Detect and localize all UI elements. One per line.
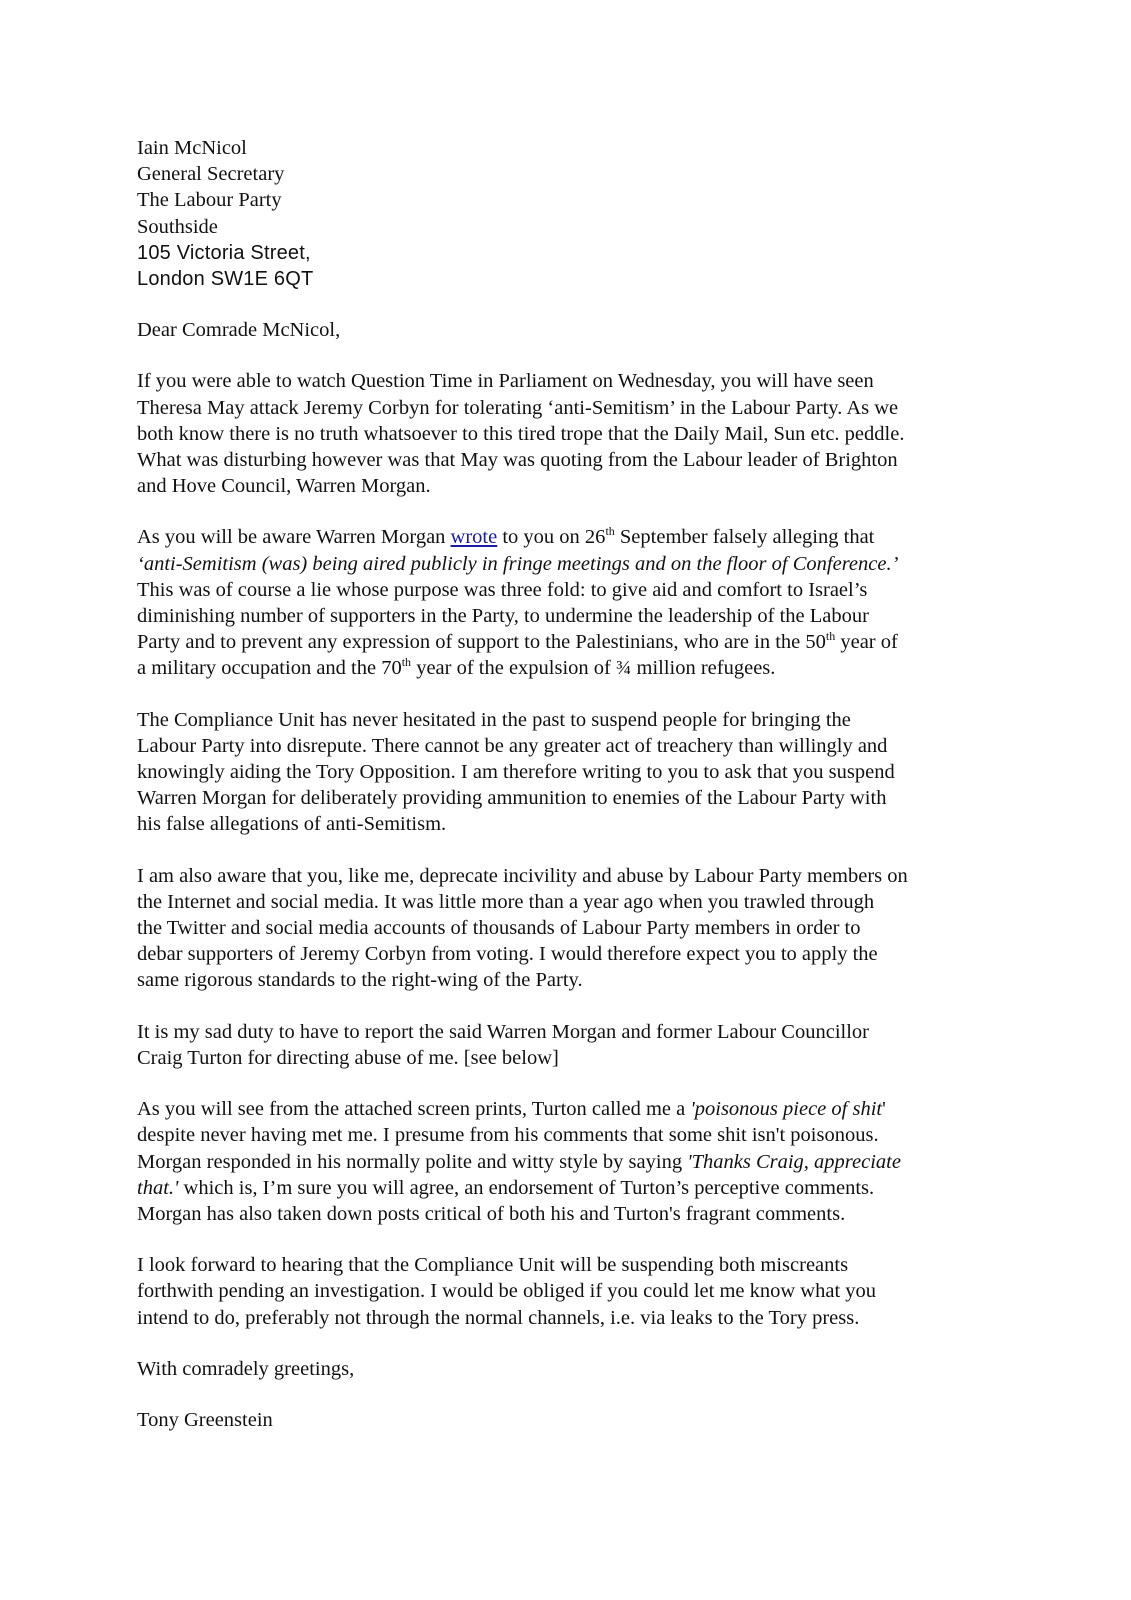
text-segment: to you on 26 [497,526,606,549]
text-line: I am also aware that you, like me, deprecate incivility and abuse by Labour Party members on [137,864,908,887]
quoted-allegation: ‘anti-Semitism (was) being aired publicly in fringe meetings and on the floor of Conference.’ [137,552,899,575]
text-line: Morgan has also taken down posts critical of both his and Turton's fragrant comments. [137,1202,846,1225]
text-line: same rigorous standards to the right-wing of the Party. [137,969,583,992]
paragraph-morgan-letter [137,524,997,681]
recipient-organisation: The Labour Party [137,189,282,212]
closing [137,1356,997,1382]
text-line [137,655,997,681]
recipient-name: Iain McNicol [137,137,247,159]
letter-page [137,135,997,1433]
text-line: despite never having met me. I presume from his comments that some shit isn't poisonous. [137,1124,879,1147]
signature [137,1407,997,1433]
text-segment: year of the expulsion of ¾ million refugees. [411,657,776,680]
signature-name: Tony Greenstein [137,1408,273,1431]
text-line: and Hove Council, Warren Morgan. [137,475,431,498]
quoted-abuse: 'poisonous piece of shit [690,1098,883,1121]
text-line: I look forward to hearing that the Compliance Unit will be suspending both miscreants [137,1254,849,1277]
text-segment: September falsely alleging that [614,526,875,549]
ordinal-superscript: th [605,524,615,539]
recipient-building: Southside [137,215,218,238]
salutation: Dear Comrade McNicol, [137,319,341,342]
text-line: debar supporters of Jeremy Corbyn from voting. I would therefore expect you to apply the [137,943,878,966]
paragraph-request [137,1252,997,1331]
text-segment: As you will see from the attached screen prints, Turton called me a [137,1098,691,1121]
wrote-link[interactable]: wrote [450,526,498,549]
text-line [137,1175,997,1201]
text-line: forthwith pending an investigation. I would be obliged if you could let me know what you [137,1280,877,1303]
paragraph-report [137,1019,997,1071]
text-line: If you were able to watch Question Time in Parliament on Wednesday, you will have seen [137,370,874,393]
closing-text: With comradely greetings, [137,1357,355,1380]
text-line [137,524,997,550]
text-line: knowingly aiding the Tory Opposition. I am therefore writing to you to ask that you suspend [137,761,895,784]
text-line [137,551,997,577]
text-line [137,629,997,655]
text-segment: ' [882,1098,886,1121]
text-line: the Twitter and social media accounts of thousands of Labour Party members in order to [137,917,861,940]
text-line: The Compliance Unit has never hesitated in the past to suspend people for bringing the [137,708,851,731]
text-segment: year of [835,631,898,654]
text-line [137,1096,997,1122]
text-line: Warren Morgan for deliberately providing ammunition to enemies of the Labour Party with [137,787,887,810]
text-line: Labour Party into disrepute. There cannot be any greater act of treachery than willingly and [137,734,888,757]
text-line: Craig Turton for directing abuse of me. [see below] [137,1046,559,1069]
text-line: intend to do, preferably not through the normal channels, i.e. via leaks to the Tory press. [137,1306,860,1329]
text-line: the Internet and social media. It was little more than a year ago when you trawled through [137,890,875,913]
text-segment: which is, I’m sure you will agree, an endorsement of Turton’s perceptive comments. [178,1176,875,1199]
text-line: What was disturbing however was that May was quoting from the Labour leader of Brighton [137,449,898,472]
text-line: both know there is no truth whatsoever to this tired trope that the Daily Mail, Sun etc. peddle. [137,422,905,445]
text-line: his false allegations of anti-Semitism. [137,813,447,836]
text-line: This was of course a lie whose purpose was three fold: to give aid and comfort to Israel’s [137,578,868,601]
text-segment: Party and to prevent any expression of support to the Palestinians, who are in the 50 [137,631,826,654]
text-line: It is my sad duty to have to report the said Warren Morgan and former Labour Councillor [137,1020,869,1043]
recipient-city-postcode: London SW1E 6QT [137,268,314,291]
recipient-street: 105 Victoria Street, [137,241,311,264]
paragraph-compliance-unit [137,707,997,838]
text-segment: Morgan responded in his normally polite and witty style by saying [137,1150,688,1173]
text-segment: a military occupation and the 70 [137,657,402,680]
ordinal-superscript: th [401,655,412,670]
quoted-reply: 'Thanks Craig, appreciate [687,1150,901,1173]
paragraph-question-time [137,368,997,499]
paragraph-social-media [137,863,997,994]
text-line [137,1149,997,1175]
recipient-title: General Secretary [137,163,285,186]
paragraph-screen-prints [137,1096,997,1227]
text-line: Theresa May attack Jeremy Corbyn for tolerating ‘anti-Semitism’ in the Labour Party. As we [137,396,899,419]
recipient-address-block [137,135,997,292]
text-segment: As you will be aware Warren Morgan [137,526,451,549]
quoted-reply: that.' [137,1176,179,1199]
text-line: diminishing number of supporters in the Party, to undermine the leadership of the Labour [137,605,869,628]
ordinal-superscript: th [825,629,836,644]
